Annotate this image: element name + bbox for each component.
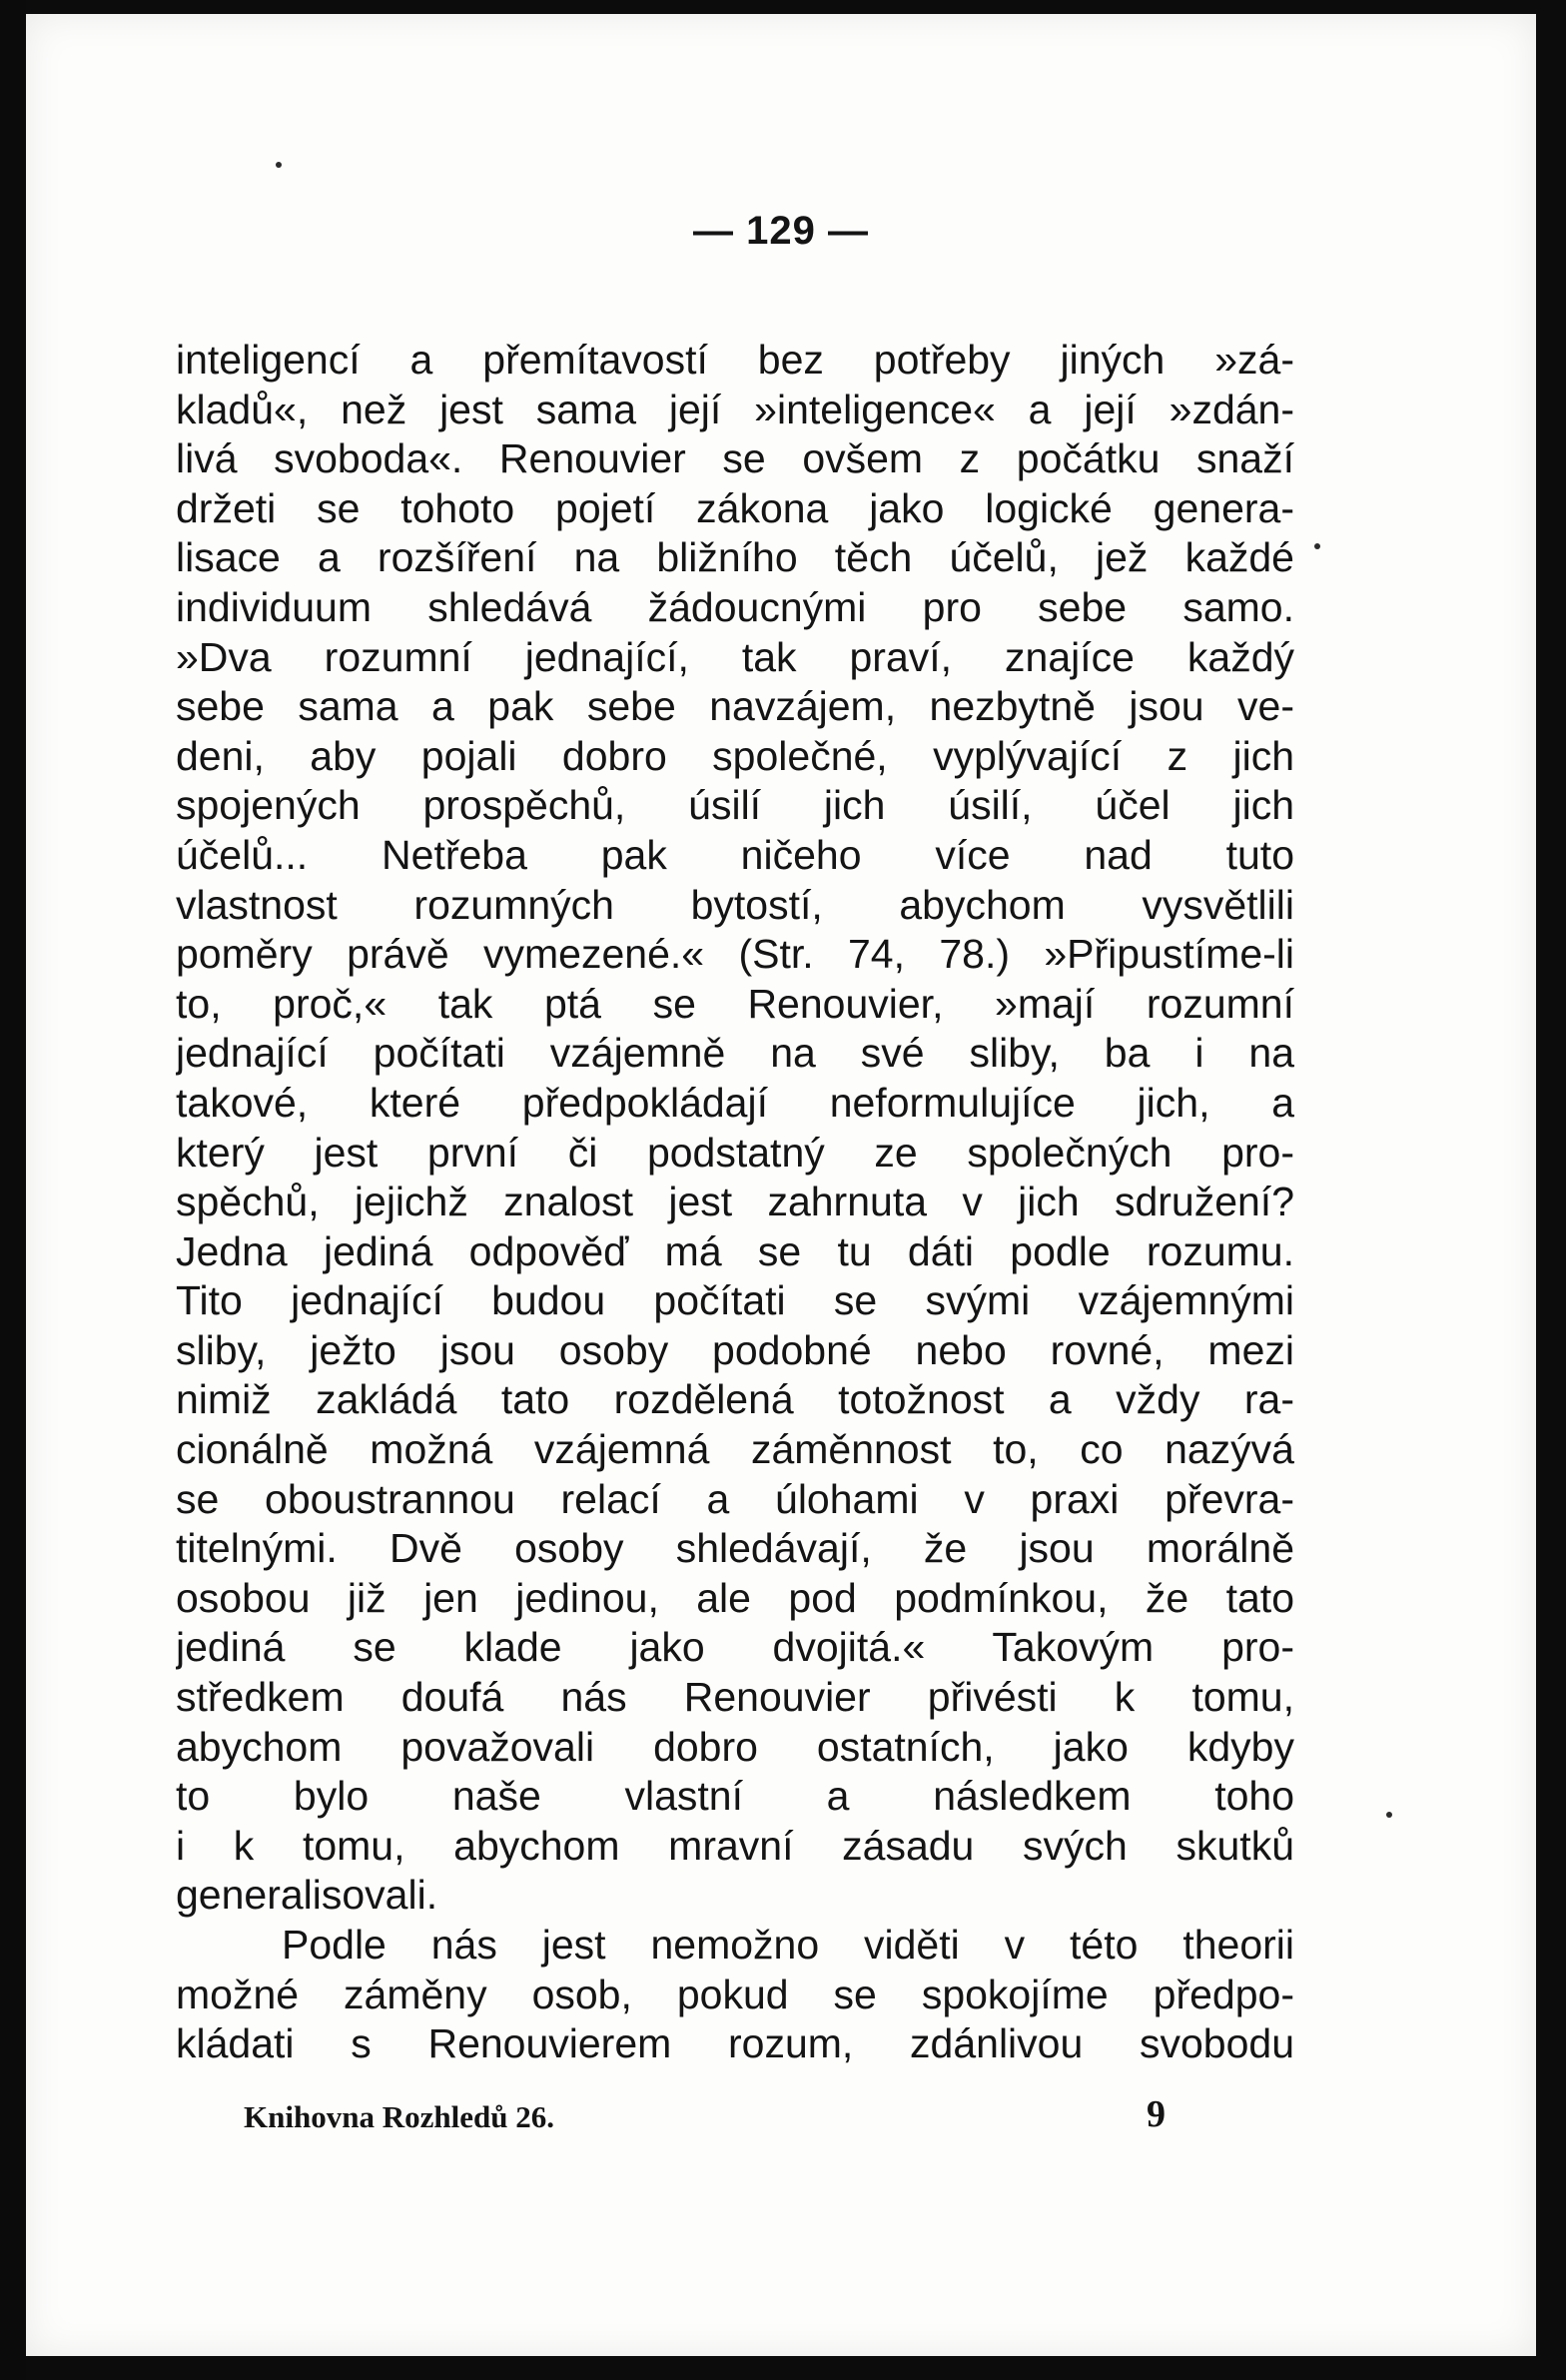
page-number: — 129 — <box>693 209 869 253</box>
text-line: spojených prospěchů, úsilí jich úsilí, účel jich <box>176 782 1294 829</box>
scan-speck <box>1386 1812 1392 1818</box>
text-line: generalisovali. <box>176 1872 438 1919</box>
text-line: účelů... Netřeba pak ničeho více nad tuto <box>176 831 1294 878</box>
text-line: to bylo naše vlastní a následkem toho <box>176 1773 1294 1820</box>
text-line: sliby, ježto jsou osoby podobné nebo rovné, mezi <box>176 1326 1294 1373</box>
scan-speck <box>276 162 282 168</box>
text-line: jediná se klade jako dvojitá.« Takovým pro- <box>176 1624 1294 1671</box>
text-line: možné záměny osob, pokud se spokojíme předpo- <box>176 1971 1294 2017</box>
text-line: Podle nás jest nemožno viděti v této theorii <box>282 1922 1294 1968</box>
signature-mark: 9 <box>1147 2093 1166 2135</box>
text-line: kladů«, než jest sama její »inteligence« a její »zdán- <box>176 386 1294 432</box>
text-line: abychom považovali dobro ostatních, jako kdyby <box>176 1723 1294 1770</box>
text-line: spěchů, jejichž znalost jest zahrnuta v jich sdružení? <box>176 1179 1294 1225</box>
text-line: osobou již jen jedinou, ale pod podmínkou, že tato <box>176 1574 1294 1621</box>
text-line: který jest první či podstatný ze společných pro- <box>176 1129 1294 1176</box>
text-line: cionálně možná vzájemná záměnnost to, co nazývá <box>176 1426 1294 1473</box>
text-line: inteligencí a přemítavostí bez potřeby jiných »zá- <box>176 337 1294 383</box>
text-line: středkem doufá nás Renouvier přivésti k tomu, <box>176 1674 1294 1721</box>
text-line: titelnými. Dvě osoby shledávají, že jsou morálně <box>176 1525 1294 1572</box>
text-line: to, proč,« tak ptá se Renouvier, »mají rozumní <box>176 980 1294 1027</box>
text-line: i k tomu, abychom mravní zásadu svých skutků <box>176 1822 1294 1869</box>
text-line: Tito jednající budou počítati se svými vzájemnými <box>176 1277 1294 1324</box>
scan-speck <box>1314 543 1320 549</box>
footer-imprint: Knihovna Rozhledů 26. <box>244 2099 554 2134</box>
text-line: vlastnost rozumných bytostí, abychom vysvětlili <box>176 881 1294 928</box>
book-edge <box>0 0 26 2380</box>
text-line: se oboustrannou relací a úlohami v praxi převra- <box>176 1475 1294 1522</box>
text-line: kládati s Renouvierem rozum, zdánlivou svobodu <box>176 2020 1294 2067</box>
book-page <box>26 14 1536 2356</box>
text-line: livá svoboda«. Renouvier se ovšem z počátku snaží <box>176 435 1294 482</box>
text-line: deni, aby pojali dobro společné, vyplývající z jich <box>176 732 1294 779</box>
text-line: sebe sama a pak sebe navzájem, nezbytně jsou ve- <box>176 683 1294 730</box>
body-text <box>176 336 1294 2069</box>
text-line: nimiž zakládá tato rozdělená totožnost a vždy ra- <box>176 1376 1294 1423</box>
text-line: Jedna jediná odpověď má se tu dáti podle rozumu. <box>176 1227 1294 1274</box>
text-line: jednající počítati vzájemně na své sliby, ba i na <box>176 1030 1294 1077</box>
text-line: takové, které předpokládají neformulujíce jich, a <box>176 1079 1294 1126</box>
text-line: individuum shledává žádoucnými pro sebe samo. <box>176 583 1294 630</box>
text-line: »Dva rozumní jednající, tak praví, znajíce každý <box>176 633 1294 680</box>
text-line: poměry právě vymezené.« (Str. 74, 78.) »Připustíme-li <box>176 931 1294 978</box>
text-line: držeti se tohoto pojetí zákona jako logické genera- <box>176 484 1294 531</box>
text-line: lisace a rozšíření na bližního těch účelů, jež každé <box>176 534 1294 581</box>
